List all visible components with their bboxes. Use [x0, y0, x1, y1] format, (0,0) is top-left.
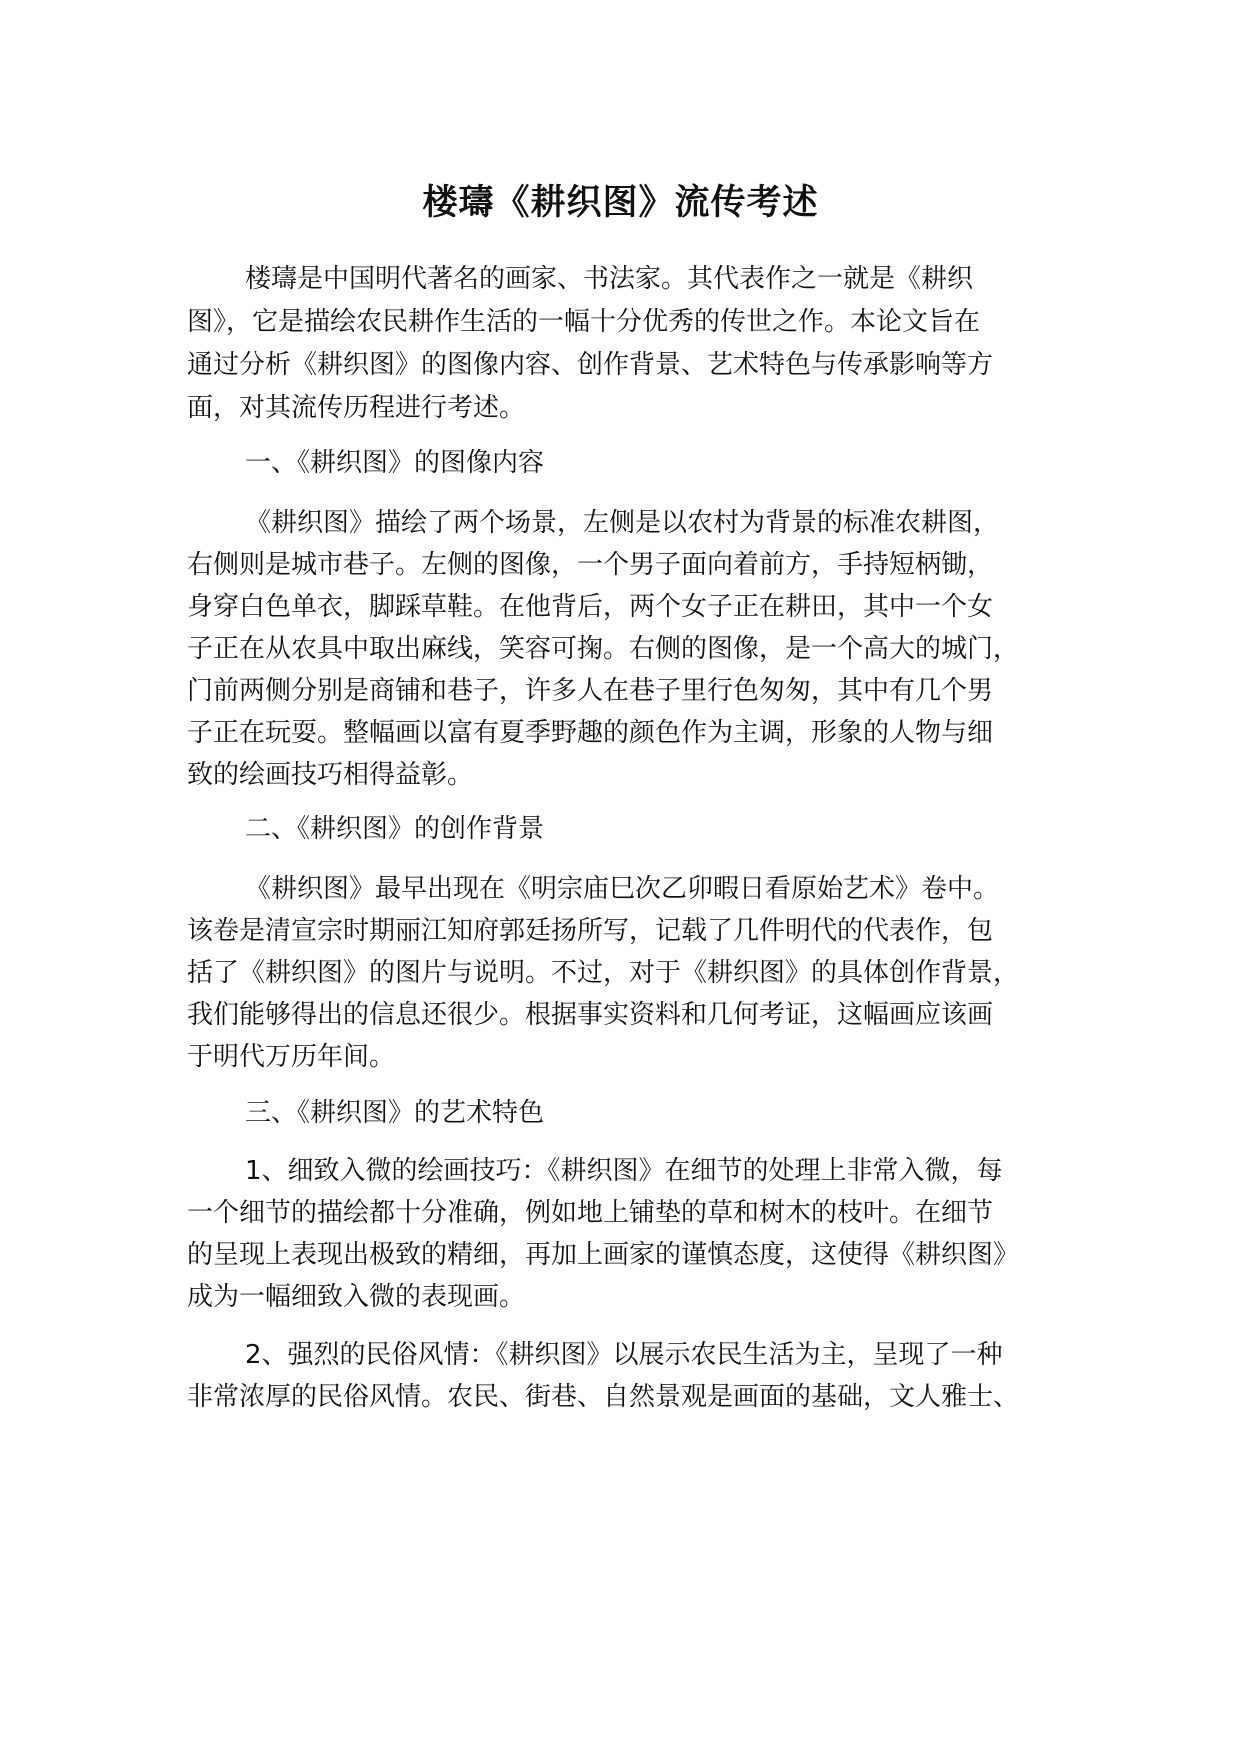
text-line: 通过分析《耕织图》的图像内容、创作背景、艺术特色与传承影响等方: [187, 350, 994, 380]
document-title: 楼璹《耕织图》流传考述: [422, 183, 819, 223]
text-line: 该卷是清宣宗时期丽江知府郭廷扬所写，记载了几件明代的代表作，包: [187, 916, 994, 946]
text-line: 一个细节的描绘都十分准确，例如地上铺垫的草和树木的枝叶。在细节: [187, 1198, 994, 1228]
text-line: 我们能够得出的信息还很少。根据事实资料和几何考证，这幅画应该画: [187, 1000, 994, 1030]
text-line: 括了《耕织图》的图片与说明。不过，对于《耕织图》的具体创作背景，: [187, 958, 1020, 988]
text-line: 门前两侧分别是商铺和巷子，许多人在巷子里行色匆匆，其中有几个男: [187, 676, 994, 706]
text-line: 成为一幅细致入微的表现画。: [187, 1282, 526, 1312]
text-line: 面，对其流传历程进行考述。: [187, 393, 526, 423]
text-line: 于明代万历年间。: [187, 1042, 396, 1072]
text-line: 子正在玩耍。整幅画以富有夏季野趣的颜色作为主调，形象的人物与细: [187, 718, 994, 748]
section-heading: 一、《耕织图》的图像内容: [245, 448, 545, 478]
text-line: 致的绘画技巧相得益彰。: [187, 760, 474, 790]
section-heading: 二、《耕织图》的创作背景: [245, 814, 545, 844]
text-line: 非常浓厚的民俗风情。农民、街巷、自然景观是画面的基础，文人雅士、: [187, 1382, 1020, 1412]
text-line: 1、细致入微的绘画技巧：《耕织图》在细节的处理上非常入微，每: [245, 1156, 1003, 1186]
text-line: 的呈现上表现出极致的精细，再加上画家的谨慎态度，这使得《耕织图》: [187, 1240, 1020, 1270]
text-line: 2、强烈的民俗风情：《耕织图》以展示农民生活为主，呈现了一种: [245, 1340, 1003, 1370]
text-line: 《耕织图》最早出现在《明宗庙巳次乙卯暇日看原始艺术》卷中。: [245, 874, 1000, 904]
text-line: 右侧则是城市巷子。左侧的图像，一个男子面向着前方，手持短柄锄，: [187, 550, 994, 580]
text-line: 身穿白色单衣，脚踩草鞋。在他背后，两个女子正在耕田，其中一个女: [187, 592, 994, 622]
text-line: 子正在从农具中取出麻线，笑容可掬。右侧的图像，是一个高大的城门，: [187, 634, 1020, 664]
section-heading: 三、《耕织图》的艺术特色: [245, 1098, 545, 1128]
text-line: 《耕织图》描绘了两个场景，左侧是以农村为背景的标准农耕图，: [245, 508, 1000, 538]
text-line: 图》，它是描绘农民耕作生活的一幅十分优秀的传世之作。本论文旨在: [187, 307, 981, 337]
text-line: 楼璹是中国明代著名的画家、书法家。其代表作之一就是《耕织: [245, 264, 974, 294]
